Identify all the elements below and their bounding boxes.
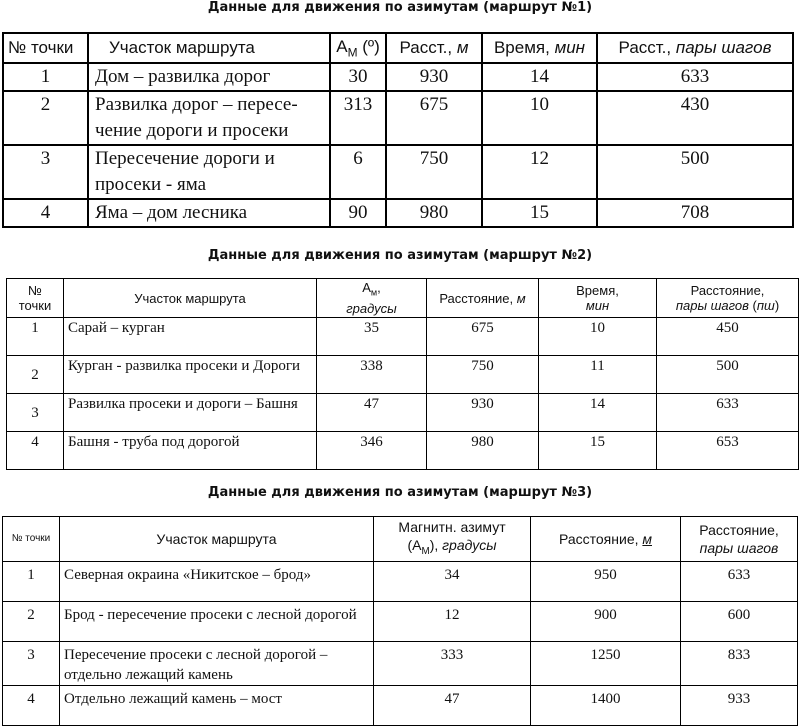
table-row	[7, 318, 799, 356]
route-2-table	[6, 278, 799, 470]
segment: Пересечение дороги и просеки - яма	[88, 145, 330, 199]
col-azimuth: Магнитн. азимут $(А_М)$, градусы	[374, 517, 531, 562]
segment: Яма – дом лесника	[88, 199, 330, 227]
segment: Брод - пересечение просеки с лесной дорогой	[60, 602, 374, 642]
table-row	[3, 145, 793, 199]
table-row	[3, 91, 793, 145]
azimuth: 30	[330, 63, 386, 91]
time: 14	[482, 63, 597, 91]
point-number: 1	[7, 318, 64, 356]
distance: 675	[427, 318, 539, 356]
azimuth: 47	[317, 394, 427, 432]
time: 10	[482, 91, 597, 145]
table-row	[3, 686, 798, 726]
azimuth: 35	[317, 318, 427, 356]
point-number: 2	[7, 356, 64, 394]
distance: 675	[386, 91, 482, 145]
time: 10	[539, 318, 657, 356]
steps: 708	[597, 199, 793, 227]
segment: Северная окраина «Никитское – брод»	[60, 562, 374, 602]
azimuth: 333	[374, 642, 531, 686]
route-1-table	[2, 32, 794, 228]
point-number: 1	[3, 562, 60, 602]
table-row	[7, 356, 799, 394]
time: 12	[482, 145, 597, 199]
distance: 1400	[531, 686, 681, 726]
azimuth: 346	[317, 432, 427, 470]
distance: 1250	[531, 642, 681, 686]
table-row	[3, 602, 798, 642]
col-azimuth: $А_м$, градусы	[317, 279, 427, 318]
col-steps: Расстояние, пары шагов (пш)	[657, 279, 799, 318]
col-point-number: № точки	[7, 279, 64, 318]
azimuth: 34	[374, 562, 531, 602]
col-steps: Расстояние, пары шагов	[681, 517, 798, 562]
route-2-title: Данные для движения по азимутам (маршрут №2)	[207, 248, 593, 263]
col-distance: Расст., м	[386, 33, 482, 63]
steps: 633	[657, 394, 799, 432]
time: 11	[539, 356, 657, 394]
steps: 633	[597, 63, 793, 91]
azimuth: 12	[374, 602, 531, 642]
table-header-row	[3, 33, 793, 63]
azimuth: 338	[317, 356, 427, 394]
point-number: 3	[3, 145, 88, 199]
point-number: 2	[3, 602, 60, 642]
table-header-row	[7, 279, 799, 318]
steps: 500	[597, 145, 793, 199]
point-number: 2	[3, 91, 88, 145]
point-number: 4	[7, 432, 64, 470]
col-distance: Расстояние, м	[531, 517, 681, 562]
steps: 600	[681, 602, 798, 642]
point-number: 1	[3, 63, 88, 91]
time: 15	[482, 199, 597, 227]
segment: Башня - труба под дорогой	[64, 432, 317, 470]
col-steps: Расст., пары шагов	[597, 33, 793, 63]
table-row	[7, 432, 799, 470]
distance: 930	[386, 63, 482, 91]
table-row	[7, 394, 799, 432]
segment: Сарай – курган	[64, 318, 317, 356]
segment: Развилка просеки и дороги – Башня	[64, 394, 317, 432]
steps: 500	[657, 356, 799, 394]
table-header-row	[3, 517, 798, 562]
azimuth: 313	[330, 91, 386, 145]
col-time: Время, мин	[482, 33, 597, 63]
steps: 653	[657, 432, 799, 470]
segment: Пересечение просеки с лесной дорогой – отдельно лежащий камень	[60, 642, 374, 686]
table-row	[3, 199, 793, 227]
table-row	[3, 642, 798, 686]
col-point-number: № точки	[3, 517, 60, 562]
col-distance: Расстояние, м	[427, 279, 539, 318]
segment: Отдельно лежащий камень – мост	[60, 686, 374, 726]
col-point-number: № точки	[3, 33, 88, 63]
point-number: 3	[3, 642, 60, 686]
table-row	[3, 562, 798, 602]
distance: 980	[427, 432, 539, 470]
segment: Развилка дорог – пересе-чение дороги и просеки	[88, 91, 330, 145]
col-segment: Участок маршрута	[64, 279, 317, 318]
azimuth: 47	[374, 686, 531, 726]
distance: 950	[531, 562, 681, 602]
col-azimuth: $А_М$ (º)	[330, 33, 386, 63]
route-3-table	[2, 516, 798, 726]
distance: 750	[427, 356, 539, 394]
route-1-title: Данные для движения по азимутам (маршрут №1)	[207, 0, 593, 15]
distance: 900	[531, 602, 681, 642]
distance: 980	[386, 199, 482, 227]
col-segment: Участок маршрута	[88, 33, 330, 63]
time: 14	[539, 394, 657, 432]
azimuth: 6	[330, 145, 386, 199]
point-number: 4	[3, 199, 88, 227]
azimuth: 90	[330, 199, 386, 227]
steps: 933	[681, 686, 798, 726]
point-number: 3	[7, 394, 64, 432]
point-number: 4	[3, 686, 60, 726]
segment: Дом – развилка дорог	[88, 63, 330, 91]
distance: 750	[386, 145, 482, 199]
steps: 450	[657, 318, 799, 356]
route-3-title: Данные для движения по азимутам (маршрут №3)	[207, 485, 593, 500]
steps: 430	[597, 91, 793, 145]
steps: 633	[681, 562, 798, 602]
table-row	[3, 63, 793, 91]
col-segment: Участок маршрута	[60, 517, 374, 562]
distance: 930	[427, 394, 539, 432]
time: 15	[539, 432, 657, 470]
col-time: Время, мин	[539, 279, 657, 318]
segment: Курган - развилка просеки и Дороги	[64, 356, 317, 394]
steps: 833	[681, 642, 798, 686]
